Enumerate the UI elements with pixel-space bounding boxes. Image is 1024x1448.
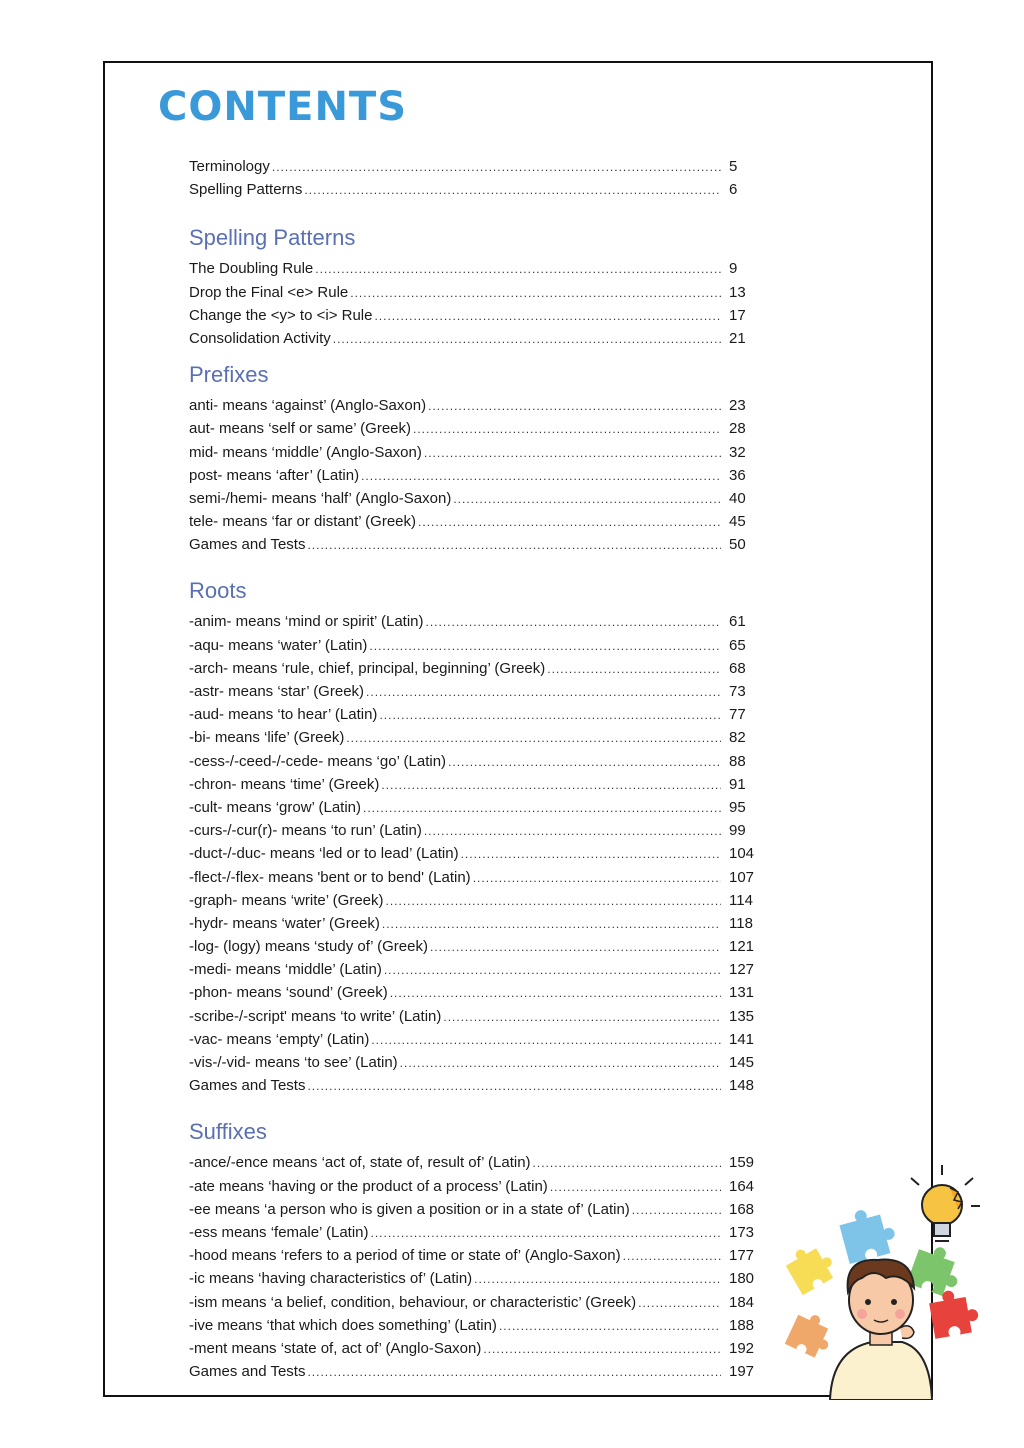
- dot-leader: [382, 913, 721, 936]
- dot-leader: [386, 890, 722, 913]
- toc-entry-page: 107: [729, 868, 755, 886]
- dot-leader: [638, 1292, 721, 1315]
- toc-entry-label: -vis-/-vid- means ‘to see’ (Latin): [189, 1054, 398, 1071]
- toc-entry-label: -aud- means ‘to hear’ (Latin): [189, 706, 378, 724]
- toc-entry-page: 184: [729, 1293, 755, 1311]
- toc-entry-page: 82: [729, 729, 746, 747]
- toc-entry[interactable]: [189, 657, 761, 680]
- toc-entry-page: 28: [729, 420, 746, 438]
- dot-leader: [473, 867, 721, 890]
- toc-section: [189, 576, 761, 1097]
- dot-leader: [384, 959, 721, 982]
- toc-entry-page: 118: [729, 914, 753, 932]
- dot-leader: [426, 611, 721, 634]
- table-of-contents: [189, 155, 761, 1383]
- toc-entry-label: aut- means ‘self or same’ (Greek): [189, 420, 412, 438]
- toc-entry-page: 45: [729, 513, 746, 531]
- toc-entry-page: 192: [729, 1339, 755, 1357]
- toc-entry-page: 5: [729, 158, 738, 175]
- toc-entry[interactable]: [189, 1005, 761, 1028]
- toc-entry-label: -cess-/-ceed-/-cede- means ‘go’ (Latin): [189, 752, 447, 770]
- toc-entry[interactable]: [189, 1267, 761, 1290]
- dot-leader: [550, 1176, 721, 1199]
- dot-leader: [547, 658, 721, 681]
- toc-entry-page: 131: [729, 984, 755, 1002]
- toc-entry-label: -vac- means ‘empty’ (Latin): [189, 1030, 370, 1048]
- toc-entry-label: -medi- means ‘middle’ (Latin): [189, 961, 382, 979]
- toc-entry-label: semi-/hemi- means ‘half’ (Anglo-Saxon): [189, 489, 452, 507]
- toc-entry-page: 40: [729, 489, 746, 507]
- dot-leader: [304, 179, 721, 202]
- dot-leader: [381, 774, 721, 797]
- toc-entry[interactable]: [189, 1360, 761, 1383]
- toc-entry-page: 23: [729, 397, 746, 415]
- dot-leader: [632, 1199, 721, 1222]
- toc-entry[interactable]: [189, 1314, 761, 1337]
- toc-entry[interactable]: [189, 464, 761, 487]
- toc-entry-label: anti- means ‘against’ (Anglo-Saxon): [189, 397, 427, 415]
- toc-entry[interactable]: [189, 417, 761, 440]
- toc-entry[interactable]: [189, 487, 761, 510]
- toc-entry-label: -ive means ‘that which does something’ (Latin): [189, 1316, 497, 1334]
- puzzle-piece-green-icon: [907, 1240, 967, 1299]
- toc-entry[interactable]: [189, 510, 761, 533]
- toc-entry[interactable]: [189, 394, 761, 417]
- toc-entry-label: -bi- means ‘life’ (Greek): [189, 729, 345, 747]
- toc-entry-page: 104: [729, 845, 755, 863]
- dot-leader: [366, 681, 721, 704]
- dot-leader: [363, 797, 721, 820]
- toc-entry-page: 95: [729, 798, 746, 816]
- toc-entry[interactable]: [189, 1151, 761, 1174]
- toc-entry[interactable]: [189, 1028, 761, 1051]
- toc-entry[interactable]: [189, 796, 761, 819]
- toc-entry-page: 127: [729, 961, 755, 979]
- dot-leader: [400, 1052, 721, 1075]
- puzzle-piece-red-icon: [928, 1286, 981, 1339]
- dot-leader: [424, 820, 721, 843]
- dot-leader: [533, 1152, 721, 1175]
- toc-entry-label: -chron- means ‘time’ (Greek): [189, 775, 380, 793]
- toc-entry-page: 50: [729, 536, 746, 554]
- toc-entry[interactable]: [189, 866, 761, 889]
- toc-entry-page: 61: [729, 613, 746, 631]
- toc-entry-label: post- means ‘after’ (Latin): [189, 466, 360, 484]
- toc-entry-page: 164: [729, 1177, 755, 1195]
- toc-entry[interactable]: [189, 533, 761, 556]
- toc-entry-label: Games and Tests: [189, 1363, 306, 1381]
- toc-entry[interactable]: [189, 441, 761, 464]
- toc-entry-label: Games and Tests: [189, 1077, 306, 1095]
- toc-entry-page: 141: [729, 1030, 755, 1048]
- toc-entry[interactable]: [189, 703, 761, 726]
- toc-entry-label: -ess means ‘female’ (Latin): [189, 1223, 369, 1241]
- thinking-boy-with-puzzle-pieces-and-lightbulb-icon: [782, 1160, 982, 1400]
- toc-entry-page: 91: [729, 775, 746, 793]
- toc-entry-label: -ism means ‘a belief, condition, behaviour, or characteristic’ (Greek): [189, 1293, 637, 1311]
- dot-leader: [379, 704, 721, 727]
- dot-leader: [424, 442, 721, 465]
- toc-entry-page: 9: [729, 260, 738, 278]
- dot-leader: [346, 727, 721, 750]
- toc-entry-page: 121: [729, 938, 755, 956]
- dot-leader: [428, 395, 721, 418]
- dot-leader: [448, 751, 721, 774]
- toc-entry-label: -graph- means ‘write’ (Greek): [189, 891, 384, 909]
- toc-entry-label: -ic means ‘having characteristics of’ (Latin): [189, 1270, 473, 1288]
- dot-leader: [390, 982, 721, 1005]
- toc-entry-label: -astr- means ‘star’ (Greek): [189, 683, 365, 700]
- toc-entry[interactable]: [189, 726, 761, 749]
- toc-entry-label: Consolidation Activity: [189, 329, 331, 347]
- toc-section: [189, 1117, 761, 1383]
- dot-leader: [443, 1006, 721, 1029]
- toc-entry-label: -hood means ‘refers to a period of time or state of’ (Anglo-Saxon): [189, 1247, 621, 1265]
- toc-entry-label: The Doubling Rule: [189, 260, 314, 278]
- toc-entry[interactable]: [189, 912, 761, 935]
- toc-entry[interactable]: [189, 178, 761, 201]
- toc-entry-page: 77: [729, 706, 746, 724]
- toc-entry-label: Terminology: [189, 158, 270, 175]
- dot-leader: [307, 1075, 721, 1098]
- dot-leader: [430, 936, 721, 959]
- toc-entry[interactable]: [189, 1337, 761, 1360]
- dot-leader: [361, 465, 721, 488]
- toc-entry[interactable]: [189, 1074, 761, 1097]
- dot-leader: [307, 1361, 721, 1384]
- toc-entry-page: 168: [729, 1200, 755, 1218]
- toc-entry-label: -duct-/-duc- means ‘led or to lead’ (Latin): [189, 845, 459, 863]
- toc-entry[interactable]: [189, 1198, 761, 1221]
- toc-entry-label: Change the <y> to <i> Rule: [189, 306, 373, 324]
- puzzle-piece-orange-icon: [785, 1308, 838, 1360]
- toc-entry[interactable]: [189, 819, 761, 842]
- toc-entry[interactable]: [189, 1244, 761, 1267]
- toc-entry-label: -anim- means ‘mind or spirit’ (Latin): [189, 613, 424, 631]
- toc-entry[interactable]: [189, 257, 761, 280]
- toc-entry-page: 13: [729, 283, 746, 301]
- toc-entry-page: 173: [729, 1223, 755, 1241]
- toc-entry[interactable]: [189, 958, 761, 981]
- toc-entry[interactable]: [189, 1051, 761, 1074]
- toc-entry-label: Drop the Final <e> Rule: [189, 283, 349, 301]
- toc-entry-label: tele- means ‘far or distant’ (Greek): [189, 513, 417, 531]
- section-heading: Prefixes: [189, 362, 269, 388]
- toc-entry-page: 36: [729, 466, 746, 484]
- toc-entry-page: 197: [729, 1363, 755, 1381]
- toc-entry-label: -ance/-ence means ‘act of, state of, result of’ (Latin): [189, 1154, 531, 1172]
- toc-entry-label: -ment means ‘state of, act of’ (Anglo-Saxon): [189, 1339, 482, 1357]
- dot-leader: [418, 511, 721, 534]
- dot-leader: [333, 328, 721, 351]
- dot-leader: [483, 1338, 721, 1361]
- toc-entry[interactable]: [189, 327, 761, 350]
- toc-entry[interactable]: [189, 1175, 761, 1198]
- dot-leader: [272, 156, 721, 179]
- dot-leader: [374, 305, 721, 328]
- toc-entry-label: -ate means ‘having or the product of a process’ (Latin): [189, 1177, 548, 1195]
- toc-entry[interactable]: [189, 634, 761, 657]
- toc-entry[interactable]: [189, 281, 761, 304]
- puzzle-piece-blue-icon: [837, 1203, 899, 1264]
- toc-entry-page: 17: [729, 306, 746, 324]
- toc-entry-page: 88: [729, 752, 746, 770]
- dot-leader: [474, 1268, 721, 1291]
- dot-leader: [371, 1222, 721, 1245]
- toc-entry-label: -arch- means ‘rule, chief, principal, beginning’ (Greek): [189, 659, 546, 677]
- toc-entry[interactable]: [189, 935, 761, 958]
- dot-leader: [307, 534, 721, 557]
- toc-section: [189, 360, 761, 556]
- dot-leader: [369, 635, 721, 658]
- toc-entry-page: 148: [729, 1077, 755, 1095]
- toc-entry-label: -hydr- means ‘water’ (Greek): [189, 914, 380, 932]
- dot-leader: [413, 418, 721, 441]
- toc-entry-page: 159: [729, 1154, 755, 1172]
- toc-entry-page: 73: [729, 683, 746, 700]
- puzzle-piece-yellow-icon: [782, 1238, 839, 1295]
- toc-entry-page: 6: [729, 181, 738, 199]
- toc-entry[interactable]: [189, 304, 761, 327]
- toc-entry-page: 180: [729, 1270, 755, 1288]
- toc-entry[interactable]: [189, 773, 761, 796]
- toc-entry-page: 188: [729, 1316, 755, 1334]
- toc-entry-label: -aqu- means ‘water’ (Latin): [189, 636, 368, 654]
- page-title: CONTENTS: [158, 84, 408, 130]
- lightbulb-icon: [911, 1165, 980, 1241]
- dot-leader: [461, 843, 721, 866]
- toc-entry[interactable]: [189, 610, 761, 633]
- toc-entry[interactable]: [189, 842, 761, 865]
- toc-entry[interactable]: [189, 889, 761, 912]
- toc-entry-label: Spelling Patterns: [189, 181, 303, 199]
- dot-leader: [453, 488, 721, 511]
- toc-entry-page: 32: [729, 443, 746, 461]
- dot-leader: [315, 258, 721, 281]
- toc-entry-page: 99: [729, 822, 746, 840]
- dot-leader: [350, 282, 721, 305]
- toc-entry-label: -scribe-/-script' means ‘to write’ (Latin): [189, 1007, 442, 1025]
- toc-entry-label: -log- (logy) means ‘study of’ (Greek): [189, 938, 428, 956]
- toc-entry[interactable]: [189, 750, 761, 773]
- toc-entry[interactable]: [189, 1221, 761, 1244]
- toc-entry-page: 177: [729, 1247, 755, 1265]
- toc-intro: [189, 155, 761, 201]
- section-heading: Suffixes: [189, 1119, 267, 1145]
- toc-entry-label: -flect-/-flex- means 'bent or to bend' (Latin): [189, 868, 471, 886]
- toc-entry-page: 135: [729, 1007, 755, 1025]
- toc-entry[interactable]: [189, 1291, 761, 1314]
- toc-section: [189, 223, 761, 350]
- toc-entry-label: -cult- means ‘grow’ (Latin): [189, 798, 361, 816]
- toc-entry-page: 68: [729, 659, 746, 677]
- toc-entry[interactable]: [189, 981, 761, 1004]
- dot-leader: [371, 1029, 721, 1052]
- toc-entry-page: 145: [729, 1054, 755, 1071]
- toc-entry[interactable]: [189, 680, 761, 703]
- toc-entry-label: Games and Tests: [189, 536, 306, 554]
- toc-entry-label: -curs-/-cur(r)- means ‘to run’ (Latin): [189, 822, 422, 840]
- section-heading: Roots: [189, 578, 247, 604]
- toc-entry-page: 21: [729, 329, 746, 347]
- dot-leader: [499, 1315, 721, 1338]
- toc-entry-page: 114: [729, 891, 753, 909]
- toc-entry-label: mid- means ‘middle’ (Anglo-Saxon): [189, 443, 422, 461]
- section-heading: Spelling Patterns: [189, 225, 356, 251]
- dot-leader: [623, 1245, 721, 1268]
- toc-entry-label: -phon- means ‘sound’ (Greek): [189, 984, 388, 1002]
- toc-entry[interactable]: [189, 155, 761, 178]
- toc-entry-label: -ee means ‘a person who is given a position or in a state of’ (Latin): [189, 1200, 630, 1218]
- toc-entry-page: 65: [729, 636, 746, 654]
